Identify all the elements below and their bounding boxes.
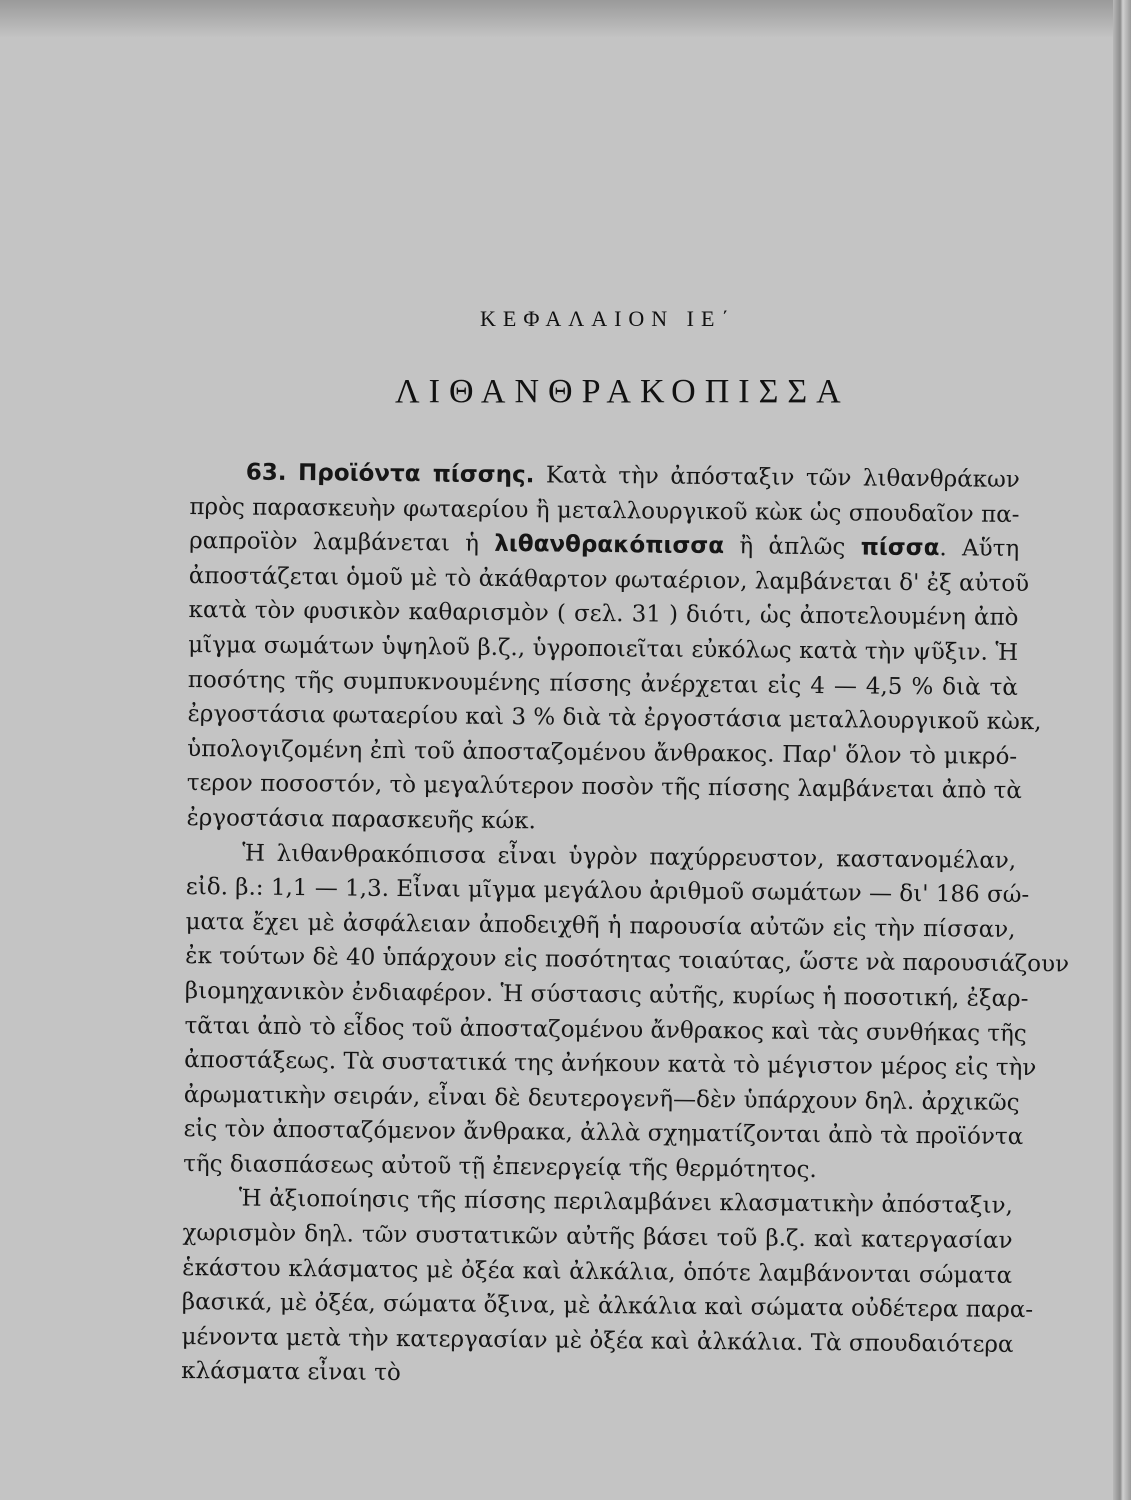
section-number: 63. <box>245 459 287 486</box>
text-line: ἐκ τούτων δὲ 40 ὑπάρχουν εἰς ποσότητας τοιαύτας, ὥστε νὰ παρουσιάζουν <box>185 943 1070 978</box>
text-line: μένοντα μετὰ τὴν κατεργασίαν μὲ ὀξέα καὶ ἀλκάλια. Τὰ σπουδαιότερα <box>181 1323 1014 1358</box>
text-line: τᾶται ἀπὸ τὸ εἶδος τοῦ ἀποσταζομένου ἄνθρακος καὶ τὰς συνθήκας τῆς <box>184 1012 1027 1047</box>
text-line: τῆς διασπάσεως αὐτοῦ τῇ ἐπενεργείᾳ τῆς θερμότητος. <box>183 1150 817 1183</box>
text-line: βασικά, μὲ ὀξέα, σώματα ὄξινα, μὲ ἀλκάλια καὶ σώματα οὐδέτερα παρα- <box>181 1289 1034 1324</box>
chapter-title: ΛΙΘΑΝΘΡΑΚΟΠΙΣΣΑ <box>395 373 850 410</box>
text-line: πρὸς παρασκευὴν φωταερίου ἢ μεταλλουργικοῦ κὼκ ὡς σπουδαῖον πα- <box>189 493 1020 528</box>
text-segment: ἢ ἁπλῶς <box>739 533 846 561</box>
text-line: ἑκάστου κλάσματος μὲ ὀξέα καὶ ἀλκάλια, ὁπότε λαμβάνονται σώματα <box>182 1254 1013 1289</box>
term-bold: λιθανθρακόπισσα <box>494 531 725 560</box>
text-line: εἰς τὸν ἀποσταζόμενον ἄνθρακα, ἀλλὰ σχηματίζονται ἀπὸ τὰ προϊόντα <box>183 1116 1024 1151</box>
text-line: ποσότης τῆς συμπυκνουμένης πίσσης ἀνέρχεται εἰς 4 — 4,5 % διὰ τὰ <box>187 666 1018 701</box>
text-line: ἐργοστάσια φωταερίου καὶ 3 % διὰ τὰ ἐργοστάσια μεταλλουργικοῦ κὼκ, <box>187 701 1042 736</box>
text-line: μῖγμα σωμάτων ὑψηλοῦ β.ζ., ὑγροποιεῖται εὐκόλως κατὰ τὴν ψῦξιν. Ἡ <box>188 631 1019 666</box>
text-segment: Κατὰ τὴν ἀπόσταξιν τῶν λιθανθράκων <box>545 462 1020 493</box>
section-heading: Προϊόντα πίσσης. <box>297 460 535 489</box>
text-line: ὑπολογιζομένη ἐπὶ τοῦ ἀποσταζομένου ἄνθρακος. Παρ' ὅλον τὸ μικρό- <box>187 735 1018 770</box>
text-line: ἀρωματικὴν σειράν, εἶναι δὲ δευτερογενῆ—δὲν ὑπάρχουν δηλ. ἀρχικῶς <box>183 1081 1020 1116</box>
text-segment: . Αὕτη <box>939 535 1020 563</box>
body-text <box>181 455 1070 1397</box>
chapter-label: ΚΕΦΑΛΑΙΟΝ ΙΕ΄ <box>480 306 736 331</box>
page-edge <box>1113 0 1131 1500</box>
text-line: βιομηχανικὸν ἐνδιαφέρον. Ἡ σύστασις αὐτῆς, κυρίως ἡ ποσοτική, ἐξαρ- <box>184 977 1029 1012</box>
text-line: ἀποστάζεται ὁμοῦ μὲ τὸ ἀκάθαρτον φωταέριον, λαμβάνεται δ' ἐξ αὐτοῦ <box>188 562 1030 597</box>
text-line: χωρισμὸν δηλ. τῶν συστατικῶν αὐτῆς βάσει τοῦ β.ζ. καὶ κατεργασίαν <box>182 1220 1013 1254</box>
text-line: ἀποστάξεως. Τὰ συστατικά της ἀνήκουν κατὰ τὸ μέγιστον μέρος εἰς τὴν <box>184 1047 1037 1082</box>
text-line: ματα ἔχει μὲ ἀσφάλειαν ἀποδειχθῆ ἡ παρουσία αὐτῶν εἰς τὴν πίσσαν, <box>185 908 1016 943</box>
text-segment: ραπροϊὸν λαμβάνεται ἡ <box>189 528 480 557</box>
text-line: κλάσματα εἶναι τὸ <box>181 1358 401 1387</box>
text-line: Ἡ λιθανθρακόπισσα εἶναι ὑγρὸν παχύρρευστον, καστανομέλαν, <box>242 840 1017 874</box>
text-line: ἐργοστάσια παρασκευῆς κώκ. <box>186 804 537 835</box>
top-shadow <box>0 0 1115 38</box>
text-line: κατὰ τὸν φυσικὸν καθαρισμὸν ( σελ. 31 ) διότι, ὡς ἀποτελουμένη ἀπὸ <box>188 597 1019 632</box>
text-line: τερον ποσοστόν, τὸ μεγαλύτερον ποσὸν τῆς πίσσης λαμβάνεται ἀπὸ τὰ <box>186 770 1022 805</box>
text-line: εἰδ. β.: 1,1 — 1,3. Εἶναι μῖγμα μεγάλου ἀριθμοῦ σωμάτων — δι' 186 σώ- <box>185 874 1030 909</box>
text-line: Ἡ ἀξιοποίησις τῆς πίσσης περιλαμβάνει κλασματικὴν ἀπόσταξιν, <box>238 1185 1013 1220</box>
term-bold: πίσσα <box>860 534 940 562</box>
